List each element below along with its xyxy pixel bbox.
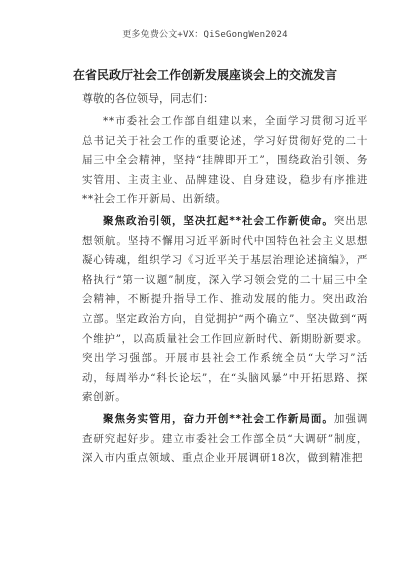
paragraph-text: 突出思想领航。坚持不懈用习近平新时代中国特色社会主义思想凝心铸魂，组织学习《习近平关于基层治理论述摘编》，严格执行“第一议题”制度，深入学习领会党的二十届三中全会精神，不断提升指导工作、推动发展的能力。突出政治立部。坚定政治方向，自觉拥护“两个确立”、坚决做到“两个维护”，以高质量社会工作回应新时代、新期盼新要求。突出学习强部。开展市县社会工作系统全员“大学习”活动，每周举办“科长论坛”，在“头脑风暴”中开拓思路、探索创新。 bbox=[82, 214, 368, 404]
paragraph-heading: 聚焦政治引领，坚决扛起**社会工作新使命。 bbox=[103, 214, 334, 227]
paragraph-text: **市委社会工作部自组建以来，全面学习贯彻习近平总书记关于社会工作的重要论述，学习好贯彻好党的二十届三中全会精神，坚持“挂牌即开工”，围绕政治引领、务实管用、主责主业、品牌建设、自身建设，稳步有序推进**社会工作开新局、出新绩。 bbox=[82, 115, 368, 206]
document-body bbox=[82, 112, 368, 471]
salutation: 尊敬的各位领导，同志们： bbox=[82, 92, 214, 105]
paragraph-political-guidance bbox=[82, 212, 368, 408]
paragraph-intro bbox=[82, 112, 368, 210]
paragraph-heading: 聚焦务实管用，奋力开创**社会工作新局面。 bbox=[103, 412, 334, 425]
paragraph-text: 加强调查研究起好步。建立市委社会工作部全员“大调研”制度，深入市内重点领域、重点企业开展调研18次，做到精准把 bbox=[82, 412, 368, 465]
header-promo-text: 更多免费公文+VX：QiSeGongWen2024 bbox=[122, 30, 288, 40]
paragraph-practical-work bbox=[82, 410, 368, 469]
document-title: 在省民政厅社会工作创新发展座谈会上的交流发言 bbox=[72, 68, 337, 82]
